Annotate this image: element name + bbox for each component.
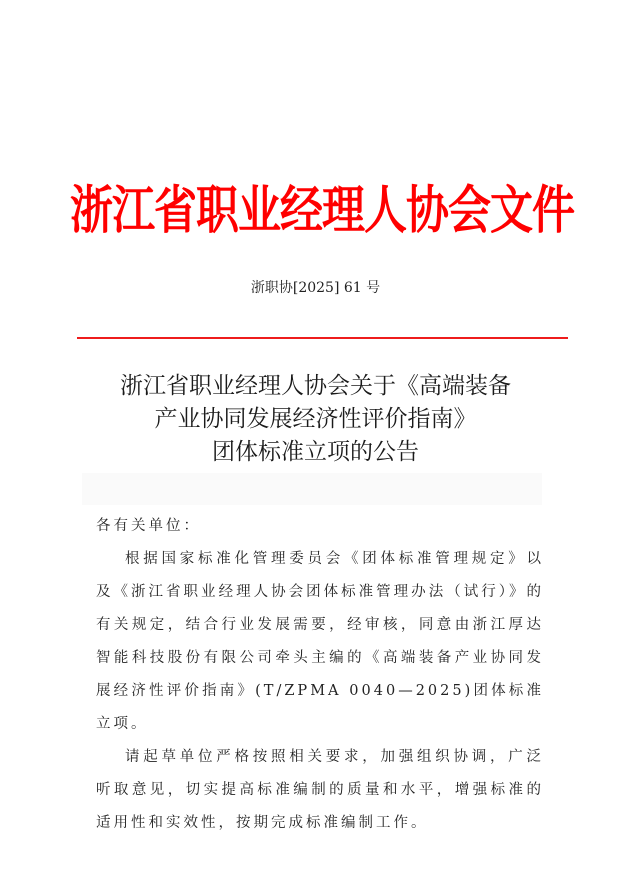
header-divider-rule	[77, 337, 568, 339]
notice-title-line-3: 团体标准立项的公告	[212, 439, 419, 465]
document-header-title: 浙江省职业经理人协会文件	[70, 181, 574, 241]
body-paragraph-2: 请起草单位严格按照相关要求，加强组织协调，广泛听取意见，切实提高标准编制的质量和水平，增强标准的适用性和实效性，按期完成标准编制工作。	[96, 749, 544, 831]
blank-band	[82, 473, 542, 505]
notice-title-line-1: 浙江省职业经理人协会关于《高端装备	[120, 373, 511, 399]
body-paragraph-1: 根据国家标准化管理委员会《团体标准管理规定》以及《浙江省职业经理人协会团体标准管理办法（试行）》的有关规定，结合行业发展需要，经审核，同意由浙江厚达智能科技股份有限公司牵头主编的《高端装备产业协同发展经济性评价指南》(T/ZPMA 0040—2025)团体标准立项。	[96, 551, 544, 732]
notice-title-line-2: 产业协同发展经济性评价指南》	[154, 406, 477, 432]
salutation: 各有关单位：	[96, 518, 201, 534]
notice-title	[0, 370, 631, 469]
notice-body	[96, 510, 544, 840]
document-number: 浙职协[2025] 61 号	[250, 280, 381, 296]
